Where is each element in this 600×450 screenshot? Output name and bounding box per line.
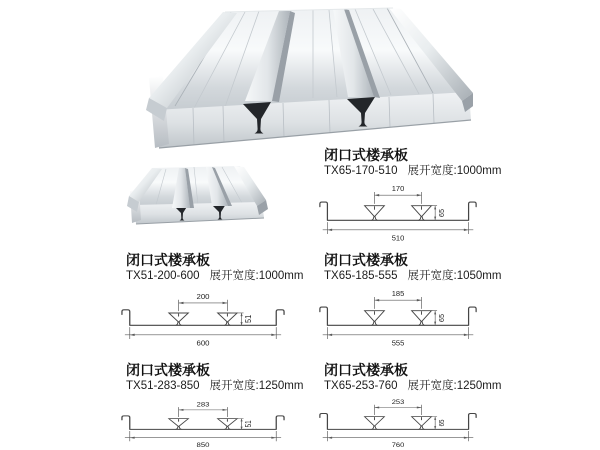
spec-subtitle (324, 270, 527, 283)
cross-section-diagram (318, 287, 478, 349)
dim-top-label: 185 (391, 289, 405, 299)
dim-top-label: 253 (391, 399, 405, 406)
spec-title: 闭口式楼承板 (324, 252, 408, 268)
dim-bottom-label: 555 (391, 338, 405, 348)
product-render-large (133, 0, 473, 150)
spec-model: TX51-283-850 (126, 380, 200, 392)
profile-outline (320, 192, 476, 234)
profile-outline (320, 405, 476, 442)
dim-top-label: 170 (391, 184, 405, 194)
cross-section-diagram (120, 396, 286, 450)
dim-height-label: 51 (243, 314, 253, 323)
spec-expand-width: 展开宽度:1250mm (209, 380, 304, 392)
cross-section-diagram (120, 287, 286, 349)
profile-outline (320, 297, 476, 339)
dim-bottom-label: 850 (196, 441, 210, 449)
dim-top-label: 283 (196, 400, 210, 409)
dim-bottom-label: 760 (391, 442, 405, 449)
spec-expand-width: 展开宽度:1000mm (209, 270, 304, 282)
spec-expand-width: 展开宽度:1250mm (407, 380, 502, 392)
profile-outline (122, 300, 284, 339)
dim-bottom-label: 510 (391, 233, 405, 243)
dim-height-label: 65 (437, 313, 447, 323)
spec-block-tx65-170-510 (312, 147, 527, 244)
cross-section-diagram (318, 396, 478, 450)
spec-title: 闭口式楼承板 (126, 252, 210, 268)
spec-title: 闭口式楼承板 (324, 147, 408, 163)
spec-model: TX65-253-760 (324, 380, 398, 392)
spec-block-tx65-253-760 (312, 362, 527, 450)
dim-bottom-label: 600 (196, 338, 210, 348)
spec-subtitle (126, 270, 329, 283)
spec-block-tx51-283-850 (114, 362, 329, 450)
spec-subtitle (324, 380, 527, 393)
dim-height-label: 51 (244, 420, 254, 428)
profile-outline (122, 407, 284, 441)
spec-model: TX51-200-600 (126, 270, 200, 282)
spec-title: 闭口式楼承板 (126, 362, 210, 378)
spec-block-tx65-185-555 (312, 252, 527, 349)
dim-height-label: 65 (438, 419, 447, 427)
spec-expand-width: 展开宽度:1050mm (407, 270, 502, 282)
spec-subtitle (324, 165, 527, 178)
dim-top-label: 200 (196, 292, 210, 301)
dim-height-label: 65 (437, 208, 447, 218)
spec-model: TX65-170-510 (324, 165, 398, 177)
cross-section-diagram (318, 182, 478, 244)
spec-model: TX65-185-555 (324, 270, 398, 282)
spec-title: 闭口式楼承板 (324, 362, 408, 378)
product-render-small (122, 155, 272, 230)
spec-block-tx51-200-600 (114, 252, 329, 349)
spec-subtitle (126, 380, 329, 393)
spec-expand-width: 展开宽度:1000mm (407, 165, 502, 177)
